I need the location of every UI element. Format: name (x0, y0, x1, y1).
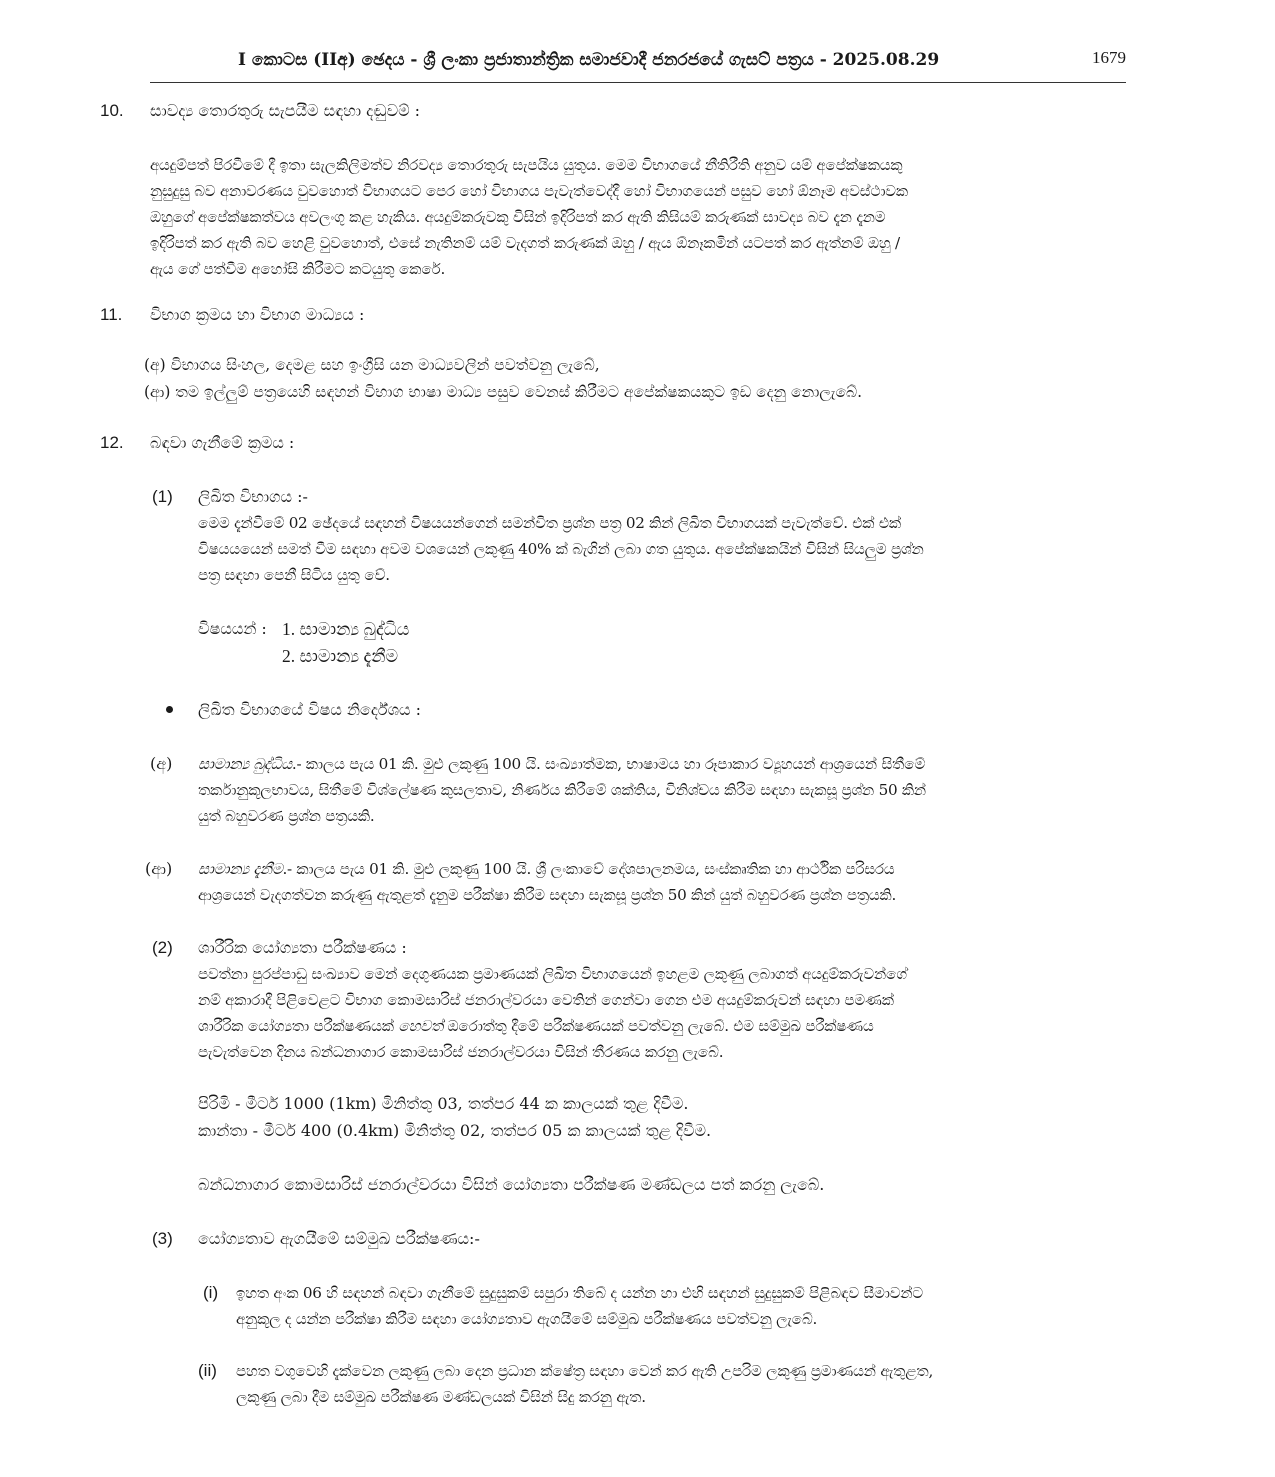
male-requirement: පිරිමි - මීටර් 1000 (1km) මිනිත්තු 03, තත්පර 44 ක කාලයක් තුළ දිවීම. (198, 1094, 689, 1113)
paragraph-line: නුසුදුසු බව අනාවරණය වුවහොත් විභාගයට පෙර හෝ විභාගය පැවැත්වෙද්දී හෝ විභාගයෙන් පසුව හෝ ඕනෑම අවස්ථාවක (150, 182, 908, 200)
paragraph-line: පැවැත්වෙන දිනය බන්ධනාගාර කොමසාරිස් ජනරාල්වරයා විසින් තීරණය කරනු ලැබේ. (198, 1043, 724, 1061)
section-10-heading: සාවද්‍ය තොරතුරු සැපයීම සඳහා දඬුවම් : (150, 101, 421, 120)
paragraph-line: විෂයයයෙන් සමත් වීම සඳහා අවම වශයෙන් ලකුණු 40% ක් බැගින් ලබා ගත යුතුය. අපේක්ෂකයින් විසින් සියලුම ප්‍රශ්න (198, 540, 924, 558)
page-number: 1679 (1092, 48, 1126, 67)
section-11-number: 11. (100, 305, 123, 324)
fitness-board-note: බන්ධනාගාර කොමසාරිස් ජනරාල්වරයා විසින් යෝග්‍යතා පරීක්ෂණ මණ්ඩලය පත් කරනු ලැබේ. (198, 1175, 825, 1194)
fitness-test-heading: ශාරීරික යෝග්‍යතා පරීක්ෂණය : (198, 938, 407, 957)
line3-part-a: ශාරීරික යෝග්‍යතා පරීක්ෂණයක් (198, 1017, 399, 1035)
interview-ii-paragraph (236, 1358, 1126, 1410)
line3-italic: හෙවත් (398, 1017, 443, 1035)
line3-part-b: ඔරොත්තු දීමේ පරීක්ෂණයක් පවත්වනු ලැබේ. එම සම්මුඛ පරීක්ෂණය (442, 1017, 874, 1035)
section-10-paragraph (150, 152, 1126, 282)
medium-item-a: (අ) විභාගය සිංහල, දෙමළ සහ ඉංග්‍රීසි යන මාධ්‍යවලින් පවත්වනු ලැබේ, (144, 356, 600, 374)
medium-item-aa: (ආ) තම ඉල්ලුම් පත්‍රයෙහි සඳහන් විභාග භාෂා මාධ්‍ය පසුව වෙනස් කිරීමට අපේක්ෂකයකුට ඉඩ දෙනු නොලැබේ. (144, 383, 863, 401)
paragraph-line: පහත වගුවෙහි දැක්වෙන ලකුණු ලබා දෙන ප්‍රධාන ක්ෂේත්‍ර සඳහා වෙන් කර ඇති උපරිම ලකුණු ප්‍රමාණයන් ඇතුළත, (236, 1362, 934, 1380)
paragraph-line (198, 751, 1126, 777)
paragraph-line: තර්කානුකූලභාවය, සිතීමේ විශ්ලේෂණ කුසලතාව, නිර්ණය කිරීමේ ශක්තිය, විනිශ්චය කිරීම සඳහා සැකසූ ප්‍රශ්න 50 කින් (198, 781, 926, 799)
syllabus-a-label: (අ) (150, 754, 173, 773)
section-11-heading: විභාග ක්‍රමය හා විභාග මාධ්‍යය : (150, 305, 365, 324)
subjects-label: විෂයයන් : (198, 619, 267, 638)
syllabus-a-line1: .- කාලය පැය 01 කි. මුළු ලකුණු 100 යි. සංඛ්‍යාත්මක, භාෂාමය හා රූපාකාර ව්‍යූහයන් ආශ්‍රයෙන් සිතීමේ (291, 755, 926, 773)
syllabus-aa-lead: සාමාන්‍ය දැනීම (198, 860, 283, 878)
paragraph-line: පත්‍ර සඳහා පෙනී සිටිය යුතු වේ. (198, 566, 390, 584)
paragraph-line: ඔහුගේ අපේක්ෂකත්වය අවලංගු කළ හැකිය. අයදුම්කරුවකු විසින් ඉදිරිපත් කර ඇති කිසියම් කරුණක් සාවද්‍ය බව දැන දැනම (150, 208, 886, 226)
syllabus-aa-paragraph (198, 856, 1126, 908)
interview-heading: යෝග්‍යතාව ඇගයීමේ සම්මුඛ පරීක්ෂණය:- (198, 1229, 480, 1248)
page-header (150, 48, 1126, 78)
bullet-icon (166, 706, 173, 713)
interview-ii-label: (ii) (198, 1361, 217, 1380)
syllabus-aa-label: (ආ) (145, 859, 173, 878)
paragraph-line: පවත්නා පුරප්පාඩු සංඛ්‍යාව මෙන් දෙගුණයක ප්‍රමාණයක් ලිඛිත විභාගයෙන් ඉහළම ලකුණු ලබාගත් අයදුම්කරුවන්ගේ (198, 965, 907, 983)
paragraph-line: ඇය ගේ පත්වීම අහෝසි කිරීමට කටයුතු කෙරේ. (150, 260, 446, 278)
syllabus-a-paragraph (198, 751, 1126, 829)
syllabus-heading: ලිඛිත විභාගයේ විෂය නිර්දේශය : (198, 700, 422, 719)
interview-i-paragraph (236, 1280, 1126, 1332)
subsection-2-number: (2) (152, 938, 173, 957)
syllabus-aa-line1: .- කාලය පැය 01 කි. මුළු ලකුණු 100 යි. ශ්‍රී ලංකාවේ දේශපාලනමය, සංස්කෘතික හා ආර්ථික පරිසරය (282, 860, 895, 878)
section-10-number: 10. (100, 101, 124, 120)
subject-2: 2. සාමාන්‍ය දැනීම (282, 646, 399, 666)
paragraph-line: අයදුම්පත් පිරවීමේ දී ඉතා සැලකිලිමත්ව නිරවද්‍ය තොරතුරු සැපයිය යුතුය. මෙම විභාගයේ නීතිරීති අනුව යම් අපේක්ෂකයකු (150, 156, 903, 174)
paragraph-line (198, 1013, 1126, 1039)
subject-1: 1. සාමාන්‍ය බුද්ධිය (282, 619, 410, 639)
paragraph-line: ඉදිරිපත් කර ඇති බව හෙළි වුවහොත්, එසේ නැතිනම් යම් වැදගත් කරුණක් ඔහු / ඇය ඕනෑකමින් යටපත් කර ඇත්නම් ඔහු / (150, 234, 900, 252)
syllabus-a-lead: සාමාන්‍ය බුද්ධිය (198, 755, 292, 773)
written-exam-paragraph (198, 510, 1126, 588)
paragraph-line: ආශ්‍රයෙන් වැදගත්වන කරුණු ඇතුළත් දැනුම පරීක්ෂා කිරීම සඳහා සැකසූ ප්‍රශ්න 50 කින් යුත් බහුවරණ ප්‍රශ්න පත්‍රයකි. (198, 886, 897, 904)
fitness-test-paragraph (198, 961, 1126, 1065)
paragraph-line: ඉහත අංක 06 හි සඳහන් බඳවා ගැනීමේ සුදුසුකම් සපුරා තිබේ ද යන්න හා එහි සඳහන් සුදුසුකම් පිළිබඳව සීමාවන්ට (236, 1284, 923, 1302)
header-rule (150, 82, 1126, 83)
subsection-1-number: (1) (152, 487, 173, 506)
header-title: I කොටස (IIඅ) ඡෙදය - ශ්‍රී ලංකා ප්‍රජාතාන්ත්‍රික සමාජවාදී ජනරජයේ ගැසට් පත්‍රය - 2025.08.29 (238, 50, 940, 70)
section-12-number: 12. (100, 433, 124, 452)
paragraph-line (198, 856, 1126, 882)
female-requirement: කාන්තා - මීටර් 400 (0.4km) මිනිත්තු 02, තත්පර 05 ක කාලයක් තුළ දිවීම. (198, 1121, 712, 1140)
interview-i-label: (i) (203, 1283, 219, 1302)
paragraph-line: නම් අකාරාදී පිළිවෙළට විභාග කොමසාරිස් ජනරාල්වරයා වෙතින් ගෙන්වා ගෙන එම අයදුම්කරුවන් සඳහා පමණක් (198, 991, 894, 1009)
paragraph-line: මෙම දැන්වීමේ 02 ඡේදයේ සඳහන් විෂයයන්ගෙන් සමන්විත ප්‍රශ්න පත්‍ර 02 කින් ලිඛිත විභාගයක් පැවැත්වේ. එක් එක් (198, 514, 901, 532)
paragraph-line: යුත් බහුවරණ ප්‍රශ්න පත්‍රයකි. (198, 807, 375, 825)
subsection-3-number: (3) (152, 1229, 173, 1248)
written-exam-heading: ලිඛිත විභාගය :- (198, 487, 308, 506)
paragraph-line: අනුකූල ද යන්න පරීක්ෂා කිරීම සඳහා යෝග්‍යතාව ඇගයීමේ සම්මුඛ පරීක්ෂණය පවත්වනු ලැබේ. (236, 1310, 818, 1328)
section-12-heading: බඳවා ගැනීමේ ක්‍රමය : (150, 433, 295, 452)
paragraph-line: ලකුණු ලබා දීම සම්මුඛ පරීක්ෂණ මණ්ඩලයක් විසින් සිදු කරනු ඇත. (236, 1388, 646, 1406)
